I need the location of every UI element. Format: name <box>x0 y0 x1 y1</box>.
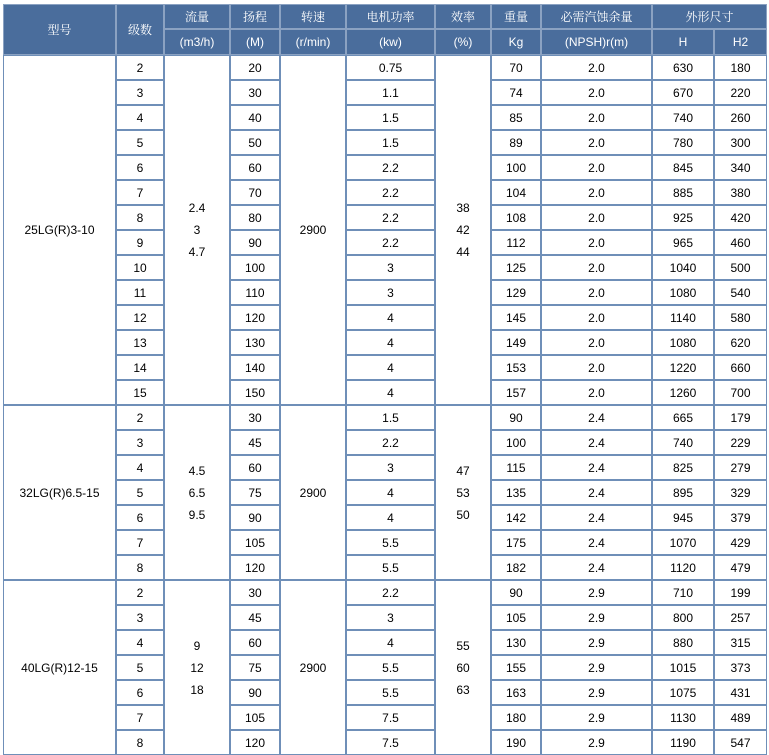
header-efficiency: 效率 <box>450 10 475 24</box>
cell-power: 0.75 <box>378 60 403 75</box>
header-flow-unit: (m3/h) <box>179 35 215 49</box>
cell-h2: 479 <box>730 560 751 575</box>
cell-npsh: 2.4 <box>588 460 605 475</box>
cell-stage: 3 <box>136 610 144 625</box>
efficiency-values-value: 42 <box>456 223 470 237</box>
efficiency-values-value: 38 <box>456 201 470 215</box>
header-weight: 重量 <box>503 10 528 24</box>
cell-head: 45 <box>248 610 262 625</box>
cell-head: 130 <box>244 335 266 350</box>
cell-npsh: 2.9 <box>588 735 605 750</box>
cell-stage: 5 <box>136 660 144 675</box>
cell-weight: 100 <box>505 435 527 450</box>
cell-npsh: 2.0 <box>588 360 605 375</box>
cell-weight: 182 <box>505 560 527 575</box>
header-dim-h2: H2 <box>732 35 749 49</box>
cell-power: 5.5 <box>382 685 399 700</box>
cell-power: 7.5 <box>382 735 399 750</box>
header-dims: 外形尺寸 <box>685 10 734 24</box>
cell-npsh: 2.9 <box>588 710 605 725</box>
cell-power: 7.5 <box>382 710 399 725</box>
cell-weight: 100 <box>505 160 527 175</box>
cell-weight: 85 <box>509 110 523 125</box>
cell-npsh: 2.0 <box>588 335 605 350</box>
cell-h2: 329 <box>730 485 751 500</box>
cell-head: 45 <box>248 435 262 450</box>
cell-h: 965 <box>672 235 694 250</box>
flow-values-value: 9.5 <box>188 507 206 522</box>
cell-npsh: 2.4 <box>588 535 605 550</box>
cell-h2: 380 <box>730 185 751 200</box>
cell-stage: 8 <box>136 735 144 750</box>
header-speed: 转速 <box>300 10 325 24</box>
cell-h2: 373 <box>730 660 751 675</box>
header-efficiency-unit: (%) <box>453 35 473 49</box>
cell-npsh: 2.0 <box>588 110 605 125</box>
cell-h2: 379 <box>730 510 751 525</box>
header-power: 电机功率 <box>366 10 415 24</box>
cell-h2: 700 <box>730 385 751 400</box>
cell-npsh: 2.9 <box>588 585 605 600</box>
cell-h2: 489 <box>730 710 751 725</box>
cell-stage: 5 <box>136 135 144 150</box>
cell-stage: 7 <box>136 535 144 550</box>
cell-h2: 220 <box>730 85 751 100</box>
cell-h2: 179 <box>730 410 751 425</box>
cell-stage: 8 <box>136 560 144 575</box>
cell-h2: 229 <box>730 435 751 450</box>
cell-head: 70 <box>248 185 262 200</box>
cell-stage: 12 <box>133 310 147 325</box>
cell-stage: 9 <box>136 235 144 250</box>
efficiency-values-value: 55 <box>456 638 470 653</box>
cell-stage: 6 <box>136 685 144 700</box>
cell-head: 120 <box>244 735 266 750</box>
cell-h: 1080 <box>669 335 697 350</box>
cell-power: 4 <box>387 310 394 325</box>
cell-stage: 11 <box>133 285 147 300</box>
cell-head: 110 <box>245 285 265 300</box>
cell-npsh: 2.0 <box>588 310 605 325</box>
cell-weight: 108 <box>505 210 527 225</box>
cell-power: 3 <box>387 460 394 475</box>
flow-values <box>164 580 230 755</box>
cell-h: 740 <box>672 435 694 450</box>
cell-npsh: 2.9 <box>588 610 605 625</box>
cell-h2: 340 <box>730 160 751 175</box>
header-npsh: 必需汽蚀余量 <box>560 10 633 24</box>
efficiency-values-value: 63 <box>456 682 470 697</box>
flow-values <box>164 405 230 580</box>
cell-h: 895 <box>672 485 694 500</box>
cell-npsh: 2.0 <box>588 260 605 275</box>
cell-h: 880 <box>672 635 694 650</box>
cell-npsh: 2.0 <box>588 210 605 225</box>
header-model: 型号 <box>47 23 72 37</box>
cell-h2: 279 <box>730 460 751 475</box>
cell-npsh: 2.0 <box>588 60 605 75</box>
cell-stage: 8 <box>136 210 144 225</box>
cell-h: 845 <box>672 160 694 175</box>
cell-weight: 163 <box>505 685 527 700</box>
cell-power: 1.5 <box>382 110 399 125</box>
cell-stage: 4 <box>136 635 144 650</box>
cell-head: 75 <box>248 660 262 675</box>
cell-npsh: 2.0 <box>588 185 605 200</box>
cell-power: 2.2 <box>382 210 399 225</box>
cell-weight: 70 <box>509 60 523 75</box>
flow-values-value: 4.5 <box>188 463 206 478</box>
efficiency-values <box>435 405 491 580</box>
cell-stage: 7 <box>136 710 144 725</box>
cell-weight: 129 <box>505 285 527 300</box>
cell-weight: 155 <box>505 660 527 675</box>
cell-h: 1140 <box>670 310 696 325</box>
cell-npsh: 2.9 <box>588 660 605 675</box>
cell-stage: 3 <box>136 85 144 100</box>
cell-h2: 420 <box>730 210 751 225</box>
cell-npsh: 2.0 <box>588 385 605 400</box>
cell-power: 1.1 <box>382 85 399 100</box>
cell-head: 20 <box>248 60 262 75</box>
cell-h2: 540 <box>730 285 751 300</box>
cell-weight: 145 <box>505 310 527 325</box>
cell-stage: 10 <box>133 260 147 275</box>
model-name: 40LG(R)12-15 <box>21 660 98 675</box>
cell-stage: 5 <box>136 485 144 500</box>
cell-head: 90 <box>248 235 262 250</box>
cell-npsh: 2.4 <box>588 435 605 450</box>
flow-values-value: 2.4 <box>188 201 206 215</box>
cell-head: 120 <box>244 560 266 575</box>
efficiency-values <box>435 580 491 755</box>
cell-h: 825 <box>672 460 694 475</box>
model-name: 25LG(R)3-10 <box>24 223 95 237</box>
cell-stage: 4 <box>136 110 144 125</box>
cell-head: 105 <box>244 710 266 725</box>
flow-values-value: 6.5 <box>188 485 206 500</box>
cell-weight: 89 <box>509 135 523 150</box>
cell-h2: 260 <box>730 110 751 125</box>
cell-weight: 190 <box>505 735 527 750</box>
cell-npsh: 2.4 <box>588 410 605 425</box>
cell-stage: 15 <box>133 385 147 400</box>
cell-h: 1190 <box>670 735 696 750</box>
cell-weight: 175 <box>505 535 527 550</box>
cell-head: 140 <box>244 360 266 375</box>
cell-head: 75 <box>248 485 262 500</box>
cell-h: 945 <box>672 510 694 525</box>
cell-stage: 4 <box>136 460 144 475</box>
cell-h: 1080 <box>669 285 697 300</box>
model-name: 32LG(R)6.5-15 <box>19 485 100 500</box>
cell-h: 670 <box>672 85 694 100</box>
cell-weight: 157 <box>505 385 527 400</box>
cell-h: 710 <box>672 585 694 600</box>
cell-power: 4 <box>387 635 394 650</box>
cell-weight: 105 <box>505 610 527 625</box>
efficiency-values-value: 47 <box>456 463 470 478</box>
cell-power: 3 <box>387 260 394 275</box>
cell-weight: 142 <box>505 510 527 525</box>
cell-h: 740 <box>672 110 694 125</box>
cell-weight: 130 <box>505 635 527 650</box>
cell-power: 5.5 <box>382 660 399 675</box>
flow-values-value: 4.7 <box>188 245 206 259</box>
cell-stage: 2 <box>136 585 144 600</box>
cell-power: 3 <box>387 285 394 300</box>
cell-power: 5.5 <box>382 535 399 550</box>
cell-weight: 125 <box>505 260 527 275</box>
cell-power: 5.5 <box>382 560 399 575</box>
cell-power: 1.5 <box>382 410 399 425</box>
cell-h: 1070 <box>669 535 697 550</box>
header-head: 扬程 <box>242 10 267 24</box>
cell-npsh: 2.9 <box>588 635 605 650</box>
efficiency-values-value: 53 <box>456 485 470 500</box>
cell-power: 1.5 <box>382 135 399 150</box>
cell-npsh: 2.0 <box>588 135 605 150</box>
cell-power: 2.2 <box>382 185 399 200</box>
cell-h: 800 <box>672 610 694 625</box>
cell-h2: 660 <box>730 360 751 375</box>
cell-stage: 6 <box>136 510 144 525</box>
speed-value: 2900 <box>299 485 327 500</box>
cell-weight: 90 <box>509 410 523 425</box>
cell-h2: 300 <box>730 135 751 150</box>
cell-h: 665 <box>672 410 694 425</box>
cell-h2: 580 <box>730 310 751 325</box>
cell-stage: 13 <box>133 335 147 350</box>
cell-stage: 2 <box>136 60 144 75</box>
efficiency-values <box>435 55 491 405</box>
header-npsh-unit: (NPSH)r(m) <box>564 35 629 49</box>
cell-h2: 199 <box>730 585 751 600</box>
cell-power: 4 <box>387 385 394 400</box>
header-head-unit: (M) <box>246 35 264 49</box>
cell-head: 90 <box>248 510 262 525</box>
cell-power: 4 <box>387 335 394 350</box>
cell-npsh: 2.4 <box>588 560 605 575</box>
header-flow: 流量 <box>184 10 209 24</box>
cell-h: 885 <box>672 185 694 200</box>
cell-h2: 257 <box>730 610 751 625</box>
cell-h: 1075 <box>669 685 697 700</box>
speed-value: 2900 <box>299 223 327 237</box>
cell-power: 4 <box>387 485 394 500</box>
cell-weight: 74 <box>509 85 523 100</box>
cell-weight: 153 <box>505 360 527 375</box>
cell-h: 1120 <box>670 560 696 575</box>
cell-h: 630 <box>672 60 694 75</box>
header-stage: 级数 <box>127 23 152 37</box>
cell-head: 30 <box>248 410 262 425</box>
cell-head: 100 <box>244 260 266 275</box>
cell-h2: 460 <box>730 235 751 250</box>
cell-h: 1040 <box>669 260 697 275</box>
cell-head: 30 <box>248 85 262 100</box>
cell-head: 50 <box>248 135 262 150</box>
flow-values-value: 9 <box>193 638 201 653</box>
cell-stage: 14 <box>133 360 147 375</box>
cell-head: 105 <box>244 535 266 550</box>
cell-head: 90 <box>248 685 262 700</box>
cell-stage: 6 <box>136 160 144 175</box>
flow-values-value: 18 <box>190 682 204 697</box>
efficiency-values-value: 50 <box>456 507 470 522</box>
cell-h2: 500 <box>730 260 751 275</box>
cell-stage: 7 <box>136 185 144 200</box>
cell-npsh: 2.4 <box>588 485 605 500</box>
cell-power: 2.2 <box>382 585 399 600</box>
efficiency-values-value: 60 <box>456 660 470 675</box>
cell-power: 2.2 <box>382 435 399 450</box>
flow-values <box>164 55 230 405</box>
cell-h: 1130 <box>670 710 696 725</box>
cell-weight: 115 <box>506 460 526 475</box>
cell-npsh: 2.0 <box>588 235 605 250</box>
cell-h: 1260 <box>669 385 697 400</box>
cell-head: 60 <box>248 635 262 650</box>
header-weight-unit: Kg <box>508 35 524 49</box>
header-power-unit: (kw) <box>379 35 402 49</box>
cell-h2: 429 <box>730 535 751 550</box>
cell-weight: 180 <box>505 710 527 725</box>
cell-power: 2.2 <box>382 235 399 250</box>
cell-head: 120 <box>244 310 266 325</box>
header-dim-h: H <box>678 35 688 49</box>
cell-head: 40 <box>248 110 262 125</box>
cell-power: 4 <box>387 360 394 375</box>
cell-weight: 149 <box>505 335 527 350</box>
cell-weight: 112 <box>506 235 526 250</box>
flow-values-value: 12 <box>190 660 204 675</box>
cell-stage: 3 <box>136 435 144 450</box>
cell-weight: 90 <box>509 585 523 600</box>
cell-weight: 135 <box>505 485 527 500</box>
cell-npsh: 2.4 <box>588 510 605 525</box>
flow-values-value: 3 <box>193 223 201 237</box>
cell-npsh: 2.0 <box>588 285 605 300</box>
speed-value: 2900 <box>299 660 327 675</box>
header-speed-unit: (r/min) <box>295 35 331 49</box>
cell-npsh: 2.0 <box>588 85 605 100</box>
cell-h: 1220 <box>669 360 697 375</box>
cell-head: 60 <box>248 160 262 175</box>
cell-head: 60 <box>248 460 262 475</box>
cell-h: 1015 <box>669 660 697 675</box>
cell-npsh: 2.9 <box>588 685 605 700</box>
efficiency-values-value: 44 <box>456 245 470 259</box>
cell-weight: 104 <box>505 185 527 200</box>
cell-head: 150 <box>244 385 266 400</box>
cell-h2: 547 <box>730 735 751 750</box>
cell-head: 30 <box>248 585 262 600</box>
cell-h: 780 <box>672 135 694 150</box>
cell-h2: 620 <box>730 335 751 350</box>
cell-power: 2.2 <box>382 160 399 175</box>
cell-stage: 2 <box>136 410 144 425</box>
cell-power: 4 <box>387 510 394 525</box>
cell-h2: 431 <box>730 685 751 700</box>
cell-power: 3 <box>387 610 394 625</box>
cell-h: 925 <box>672 210 694 225</box>
cell-h2: 180 <box>730 60 751 75</box>
cell-h2: 315 <box>730 635 751 650</box>
cell-head: 80 <box>248 210 262 225</box>
cell-npsh: 2.0 <box>588 160 605 175</box>
